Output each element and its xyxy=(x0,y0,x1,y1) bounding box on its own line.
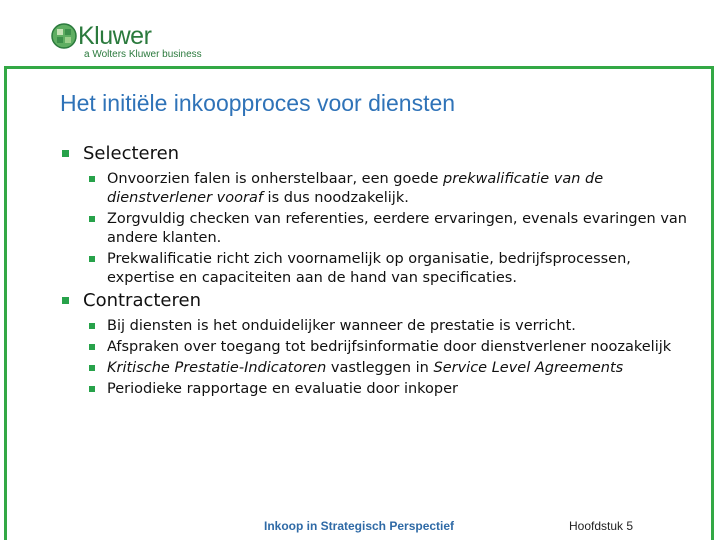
sub-bullet-list xyxy=(86,317,690,399)
sub-bullet-text: Periodieke rapportage en evaluatie door inkoper xyxy=(107,381,458,397)
sub-bullet-text: vastleggen in xyxy=(326,360,434,376)
sub-bullet-text: Afspraken over toegang tot bedrijfsinformatie door dienstverlener noozakelijk xyxy=(107,339,672,355)
footer-source: Inkoop in Strategisch Perspectief xyxy=(264,519,455,533)
square-bullet-icon xyxy=(89,365,95,371)
sub-bullet-item xyxy=(86,380,690,399)
bullet-item xyxy=(60,290,690,312)
sub-bullet-text: Service Level Agreements xyxy=(433,360,624,376)
slide-content xyxy=(60,143,690,401)
square-bullet-icon xyxy=(62,150,69,157)
sub-bullet-text: Kritische Prestatie-Indicatoren xyxy=(107,360,327,376)
sub-bullet-item xyxy=(86,250,690,288)
square-bullet-icon xyxy=(89,256,95,262)
sub-bullet-text: Onvoorzien falen is onherstelbaar, een goede xyxy=(107,171,444,187)
logo-tagline: a Wolters Kluwer business xyxy=(84,49,202,60)
square-bullet-icon xyxy=(89,216,95,222)
logo-wordmark: Kluwer xyxy=(78,22,152,50)
sub-bullet-text: is dus noodzakelijk. xyxy=(262,190,409,206)
sub-bullet-item xyxy=(86,338,690,357)
slide-title: Het initiële inkoopproces voor diensten xyxy=(60,90,456,116)
bullet-item xyxy=(60,143,690,165)
bullet-label: Contracteren xyxy=(83,290,201,311)
sub-bullet-item xyxy=(86,359,690,378)
sub-bullet-item xyxy=(86,317,690,336)
sub-bullet-text: Zorgvuldig checken van referenties, eerdere ervaringen, evenals evaringen van andere klanten. xyxy=(107,211,687,246)
sub-bullet-text: Prekwalificatie richt zich voornamelijk op organisatie, bedrijfsprocessen, expertise en capaciteiten aan de hand van specificaties. xyxy=(107,251,631,286)
globe-logo-icon xyxy=(50,22,78,50)
sub-bullet-item xyxy=(86,210,690,248)
square-bullet-icon xyxy=(62,297,69,304)
sub-bullet-list xyxy=(86,170,690,288)
square-bullet-icon xyxy=(89,176,95,182)
bullet-label: Selecteren xyxy=(83,143,180,164)
sub-bullet-item xyxy=(86,170,690,208)
sub-bullet-text: prekwalificatie van de dienstverlener vooraf xyxy=(107,171,604,206)
square-bullet-icon xyxy=(89,323,95,329)
footer-chapter: Hoofdstuk 5 xyxy=(569,519,634,533)
sub-bullet-text: Bij diensten is het onduidelijker wanneer de prestatie is verricht. xyxy=(107,318,576,334)
square-bullet-icon xyxy=(89,386,95,392)
square-bullet-icon xyxy=(89,344,95,350)
